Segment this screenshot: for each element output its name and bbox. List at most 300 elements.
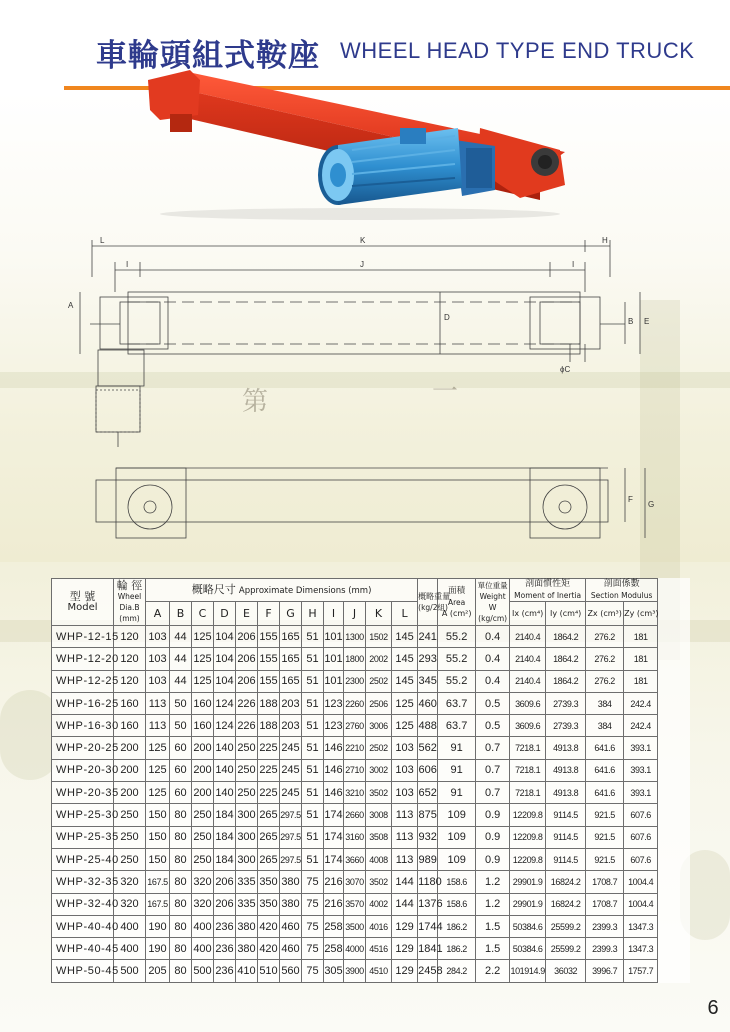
table-cell: 3002 <box>366 759 392 781</box>
table-cell: 236 <box>214 960 236 982</box>
table-cell: 188 <box>258 692 280 714</box>
table-cell: 350 <box>258 893 280 915</box>
table-cell: 146 <box>324 782 344 804</box>
table-cell: 165 <box>280 626 302 648</box>
table-cell: 155 <box>258 670 280 692</box>
table-cell: 4516 <box>366 938 392 960</box>
table-cell: 410 <box>236 960 258 982</box>
table-cell: 1864.2 <box>546 626 586 648</box>
table-cell: 2739.3 <box>546 692 586 714</box>
table-cell: 113 <box>146 715 170 737</box>
table-cell: 500 <box>114 960 146 982</box>
table-cell: 641.6 <box>586 759 624 781</box>
table-cell: 250 <box>192 804 214 826</box>
table-cell: 460 <box>280 938 302 960</box>
table-cell: 7218.1 <box>510 759 546 781</box>
table-cell: 29901.9 <box>510 871 546 893</box>
table-cell: 420 <box>258 915 280 937</box>
table-cell: 297.5 <box>280 804 302 826</box>
table-cell: 562 <box>418 737 438 759</box>
table-cell: 0.7 <box>476 737 510 759</box>
table-cell: 384 <box>586 715 624 737</box>
dim-label-E: E <box>644 317 650 326</box>
dim-label-F: F <box>628 495 633 504</box>
model-cell: WHP-40-45 <box>52 938 114 960</box>
table-cell: 250 <box>114 848 146 870</box>
table-cell: 216 <box>324 871 344 893</box>
table-cell: 120 <box>114 648 146 670</box>
table-cell: 120 <box>114 626 146 648</box>
table-cell: 1841 <box>418 938 438 960</box>
table-cell: 2140.4 <box>510 670 546 692</box>
table-cell: 101914.9 <box>510 960 546 982</box>
table-cell: 75 <box>302 960 324 982</box>
table-cell: 9114.5 <box>546 804 586 826</box>
dim-label-L: L <box>100 236 105 245</box>
table-cell: 125 <box>146 737 170 759</box>
table-row <box>52 915 690 937</box>
table-row <box>52 626 690 648</box>
dim-label-D: D <box>444 313 450 322</box>
table-cell: 29901.9 <box>510 893 546 915</box>
table-cell: 104 <box>214 670 236 692</box>
table-cell: 2458 <box>418 960 438 982</box>
table-cell: 51 <box>302 737 324 759</box>
table-cell: 236 <box>214 938 236 960</box>
table-cell: 80 <box>170 871 192 893</box>
table-cell: 297.5 <box>280 848 302 870</box>
table-cell: 109 <box>438 804 476 826</box>
table-cell: 1864.2 <box>546 670 586 692</box>
table-cell: 174 <box>324 804 344 826</box>
table-cell: 225 <box>258 737 280 759</box>
table-cell: 400 <box>114 938 146 960</box>
table-cell: 393.1 <box>624 759 658 781</box>
table-cell: 1376 <box>418 893 438 915</box>
table-cell: 4008 <box>366 848 392 870</box>
table-cell: 144 <box>392 893 418 915</box>
table-cell: 245 <box>280 737 302 759</box>
header-dim-C: C <box>192 602 214 626</box>
table-cell: 250 <box>114 826 146 848</box>
table-cell: 400 <box>192 915 214 937</box>
table-cell: 158.6 <box>438 893 476 915</box>
table-cell: 2399.3 <box>586 938 624 960</box>
table-cell: 0.4 <box>476 648 510 670</box>
table-cell: 2739.3 <box>546 715 586 737</box>
table-cell: 203 <box>280 715 302 737</box>
table-cell: 124 <box>214 715 236 737</box>
table-cell: 50 <box>170 692 192 714</box>
table-cell: 144 <box>392 871 418 893</box>
table-cell: 104 <box>214 648 236 670</box>
model-cell: WHP-32-35 <box>52 871 114 893</box>
model-cell: WHP-12-15 <box>52 626 114 648</box>
table-cell: 205 <box>146 960 170 982</box>
table-cell: 335 <box>236 871 258 893</box>
table-cell: 44 <box>170 670 192 692</box>
table-cell: 145 <box>392 648 418 670</box>
header-dim-K: K <box>366 602 392 626</box>
table-cell: 1708.7 <box>586 871 624 893</box>
table-cell: 200 <box>114 782 146 804</box>
table-cell: 606 <box>418 759 438 781</box>
table-cell: 200 <box>192 737 214 759</box>
table-cell: 1.5 <box>476 915 510 937</box>
dim-label-A: A <box>68 301 74 310</box>
table-cell: 150 <box>146 804 170 826</box>
table-row <box>52 960 690 982</box>
table-cell: 250 <box>236 782 258 804</box>
table-cell: 206 <box>214 893 236 915</box>
table-cell: 2002 <box>366 648 392 670</box>
model-cell: WHP-12-25 <box>52 670 114 692</box>
table-cell: 55.2 <box>438 626 476 648</box>
table-cell: 160 <box>192 692 214 714</box>
table-cell: 167.5 <box>146 871 170 893</box>
table-cell: 206 <box>236 626 258 648</box>
table-cell: 1.5 <box>476 938 510 960</box>
table-cell: 1004.4 <box>624 893 658 915</box>
table-cell: 190 <box>146 915 170 937</box>
table-cell: 1180 <box>418 871 438 893</box>
table-cell: 125 <box>192 626 214 648</box>
table-cell: 284.2 <box>438 960 476 982</box>
header-iy: Iy (cm⁴) <box>546 602 586 626</box>
table-cell: 607.6 <box>624 804 658 826</box>
table-cell: 51 <box>302 804 324 826</box>
table-cell: 2210 <box>344 737 366 759</box>
table-cell: 0.4 <box>476 670 510 692</box>
table-cell: 129 <box>392 938 418 960</box>
table-cell: 80 <box>170 893 192 915</box>
table-cell: 9114.5 <box>546 826 586 848</box>
table-cell: 190 <box>146 938 170 960</box>
table-cell: 113 <box>146 692 170 714</box>
table-cell: 140 <box>214 782 236 804</box>
table-cell: 50 <box>170 715 192 737</box>
table-cell: 4016 <box>366 915 392 937</box>
table-cell: 216 <box>324 893 344 915</box>
table-row <box>52 893 690 915</box>
dim-label-I: I <box>126 260 129 269</box>
table-cell: 4913.8 <box>546 782 586 804</box>
table-cell: 236 <box>214 915 236 937</box>
table-cell: 300 <box>236 826 258 848</box>
table-cell: 921.5 <box>586 804 624 826</box>
table-cell: 345 <box>418 670 438 692</box>
page-title-english: WHEEL HEAD TYPE END TRUCK <box>340 38 695 63</box>
table-cell: 125 <box>392 692 418 714</box>
table-cell: 989 <box>418 848 438 870</box>
table-cell: 4510 <box>366 960 392 982</box>
table-cell: 186.2 <box>438 938 476 960</box>
header-dim-B: B <box>170 602 192 626</box>
header-dim-D: D <box>214 602 236 626</box>
table-cell: 184 <box>214 804 236 826</box>
dim-label-C: ϕC <box>560 365 571 374</box>
table-cell: 0.7 <box>476 759 510 781</box>
table-cell: 460 <box>280 915 302 937</box>
model-cell: WHP-32-40 <box>52 893 114 915</box>
table-cell: 206 <box>236 670 258 692</box>
table-cell: 125 <box>146 759 170 781</box>
table-cell: 226 <box>236 692 258 714</box>
background-sign-char-1: 第 <box>242 387 269 417</box>
table-cell: 2502 <box>366 670 392 692</box>
table-cell: 258 <box>324 915 344 937</box>
table-cell: 3502 <box>366 782 392 804</box>
model-cell: WHP-16-25 <box>52 692 114 714</box>
model-cell: WHP-20-25 <box>52 737 114 759</box>
table-cell: 2710 <box>344 759 366 781</box>
table-cell: 242.4 <box>624 692 658 714</box>
table-cell: 150 <box>146 848 170 870</box>
table-cell: 203 <box>280 692 302 714</box>
table-cell: 125 <box>146 782 170 804</box>
table-cell: 3502 <box>366 871 392 893</box>
table-cell: 297.5 <box>280 826 302 848</box>
table-cell: 129 <box>392 915 418 937</box>
table-cell: 155 <box>258 626 280 648</box>
table-cell: 80 <box>170 804 192 826</box>
table-cell: 80 <box>170 915 192 937</box>
header-model: 型 號 Model <box>52 579 114 626</box>
table-cell: 51 <box>302 648 324 670</box>
header-dim-J: J <box>344 602 366 626</box>
table-cell: 123 <box>324 715 344 737</box>
table-cell: 242.4 <box>624 715 658 737</box>
table-cell: 2300 <box>344 670 366 692</box>
table-cell: 265 <box>258 848 280 870</box>
table-cell: 113 <box>392 848 418 870</box>
table-cell: 63.7 <box>438 715 476 737</box>
table-row <box>52 938 690 960</box>
table-cell: 145 <box>392 626 418 648</box>
table-cell: 55.2 <box>438 648 476 670</box>
table-cell: 75 <box>302 938 324 960</box>
table-cell: 921.5 <box>586 848 624 870</box>
table-cell: 12209.8 <box>510 804 546 826</box>
table-cell: 3609.6 <box>510 715 546 737</box>
table-row <box>52 804 690 826</box>
table-cell: 1864.2 <box>546 648 586 670</box>
table-cell: 3996.7 <box>586 960 624 982</box>
table-cell: 1300 <box>344 626 366 648</box>
model-cell: WHP-40-40 <box>52 915 114 937</box>
table-cell: 1347.3 <box>624 938 658 960</box>
table-cell: 104 <box>214 626 236 648</box>
table-cell: 206 <box>214 871 236 893</box>
table-cell: 320 <box>114 893 146 915</box>
table-cell: 80 <box>170 938 192 960</box>
table-cell: 350 <box>258 871 280 893</box>
table-cell: 0.9 <box>476 826 510 848</box>
table-row <box>52 826 690 848</box>
table-cell: 200 <box>192 759 214 781</box>
table-cell: 158.6 <box>438 871 476 893</box>
table-cell: 607.6 <box>624 848 658 870</box>
table-cell: 167.5 <box>146 893 170 915</box>
table-cell: 225 <box>258 782 280 804</box>
table-cell: 393.1 <box>624 782 658 804</box>
table-cell: 51 <box>302 759 324 781</box>
table-cell: 165 <box>280 670 302 692</box>
table-cell: 0.4 <box>476 626 510 648</box>
table-cell: 250 <box>192 848 214 870</box>
model-cell: WHP-20-35 <box>52 782 114 804</box>
table-cell: 101 <box>324 670 344 692</box>
table-cell: 101 <box>324 648 344 670</box>
table-cell: 1004.4 <box>624 871 658 893</box>
table-cell: 184 <box>214 848 236 870</box>
header-ix: Ix (cm⁴) <box>510 602 546 626</box>
table-cell: 123 <box>324 692 344 714</box>
table-cell: 250 <box>114 804 146 826</box>
table-cell: 140 <box>214 759 236 781</box>
table-row <box>52 737 690 759</box>
table-cell: 63.7 <box>438 692 476 714</box>
specifications-table <box>51 578 687 983</box>
table-cell: 125 <box>192 648 214 670</box>
header-dim-F: F <box>258 602 280 626</box>
table-cell: 241 <box>418 626 438 648</box>
table-cell: 265 <box>258 804 280 826</box>
table-cell: 0.5 <box>476 692 510 714</box>
table-cell: 3008 <box>366 804 392 826</box>
table-cell: 146 <box>324 759 344 781</box>
header-weight: 概略重量 (kg/2組) <box>418 579 438 626</box>
table-cell: 75 <box>302 915 324 937</box>
table-cell: 174 <box>324 826 344 848</box>
table-cell: 55.2 <box>438 670 476 692</box>
model-cell: WHP-12-20 <box>52 648 114 670</box>
table-cell: 3660 <box>344 848 366 870</box>
table-cell: 103 <box>392 782 418 804</box>
table-cell: 2140.4 <box>510 626 546 648</box>
table-cell: 300 <box>236 804 258 826</box>
end-truck-photo <box>0 0 730 230</box>
table-cell: 320 <box>192 893 214 915</box>
table-cell: 380 <box>236 915 258 937</box>
table-cell: 0.7 <box>476 782 510 804</box>
table-cell: 75 <box>302 893 324 915</box>
background-sign-char-2: 一 <box>432 377 459 407</box>
table-cell: 12209.8 <box>510 826 546 848</box>
header-dim-G: G <box>280 602 302 626</box>
header-dim-E: E <box>236 602 258 626</box>
table-cell: 276.2 <box>586 648 624 670</box>
table-cell: 1800 <box>344 648 366 670</box>
table-cell: 2506 <box>366 692 392 714</box>
table-cell: 51 <box>302 782 324 804</box>
table-cell: 380 <box>280 893 302 915</box>
dim-label-B: B <box>628 317 634 326</box>
table-cell: 165 <box>280 648 302 670</box>
table-cell: 420 <box>258 938 280 960</box>
table-cell: 51 <box>302 826 324 848</box>
table-cell: 91 <box>438 782 476 804</box>
table-row <box>52 670 690 692</box>
table-cell: 226 <box>236 715 258 737</box>
table-cell: 250 <box>236 759 258 781</box>
table-cell: 120 <box>114 670 146 692</box>
header-area: 面積 Area A (cm²) <box>438 579 476 626</box>
table-cell: 103 <box>146 670 170 692</box>
table-cell: 200 <box>114 737 146 759</box>
table-cell: 1708.7 <box>586 893 624 915</box>
table-cell: 44 <box>170 648 192 670</box>
table-cell: 1502 <box>366 626 392 648</box>
table-cell: 181 <box>624 648 658 670</box>
table-cell: 50384.6 <box>510 915 546 937</box>
table-cell: 380 <box>236 938 258 960</box>
table-cell: 145 <box>392 670 418 692</box>
table-cell: 186.2 <box>438 915 476 937</box>
dim-label-H: H <box>602 236 608 245</box>
table-cell: 140 <box>214 737 236 759</box>
table-cell: 36032 <box>546 960 586 982</box>
table-cell: 160 <box>114 692 146 714</box>
table-cell: 206 <box>236 648 258 670</box>
table-cell: 16824.2 <box>546 893 586 915</box>
table-cell: 51 <box>302 715 324 737</box>
table-cell: 4002 <box>366 893 392 915</box>
table-cell: 293 <box>418 648 438 670</box>
header-dim-A: A <box>146 602 170 626</box>
table-cell: 320 <box>192 871 214 893</box>
model-cell: WHP-20-30 <box>52 759 114 781</box>
model-cell: WHP-50-45 <box>52 960 114 982</box>
table-cell: 103 <box>392 759 418 781</box>
table-cell: 2140.4 <box>510 648 546 670</box>
table-cell: 3609.6 <box>510 692 546 714</box>
table-cell: 80 <box>170 848 192 870</box>
table-cell: 109 <box>438 848 476 870</box>
table-cell: 12209.8 <box>510 848 546 870</box>
dimension-drawing <box>60 232 680 562</box>
table-cell: 80 <box>170 960 192 982</box>
table-cell: 384 <box>586 692 624 714</box>
table-row <box>52 759 690 781</box>
table-cell: 607.6 <box>624 826 658 848</box>
table-cell: 125 <box>192 670 214 692</box>
table-cell: 155 <box>258 648 280 670</box>
table-cell: 146 <box>324 737 344 759</box>
table-cell: 188 <box>258 715 280 737</box>
table-cell: 245 <box>280 759 302 781</box>
dim-label-I2: I <box>572 260 575 269</box>
table-cell: 91 <box>438 737 476 759</box>
table-cell: 921.5 <box>586 826 624 848</box>
table-cell: 400 <box>192 938 214 960</box>
table-cell: 7218.1 <box>510 737 546 759</box>
dim-label-K: K <box>360 236 366 245</box>
table-cell: 3160 <box>344 826 366 848</box>
table-cell: 641.6 <box>586 782 624 804</box>
page-title-chinese: 車輪頭組式鞍座 <box>96 38 320 74</box>
table-cell: 51 <box>302 692 324 714</box>
table-row <box>52 782 690 804</box>
table-cell: 25599.2 <box>546 938 586 960</box>
model-cell: WHP-25-30 <box>52 804 114 826</box>
table-cell: 305 <box>324 960 344 982</box>
table-cell: 460 <box>418 692 438 714</box>
table-cell: 393.1 <box>624 737 658 759</box>
header-unit-weight: 單位重量 Weight W (kg/cm) <box>476 579 510 626</box>
table-cell: 103 <box>146 648 170 670</box>
table-cell: 265 <box>258 826 280 848</box>
